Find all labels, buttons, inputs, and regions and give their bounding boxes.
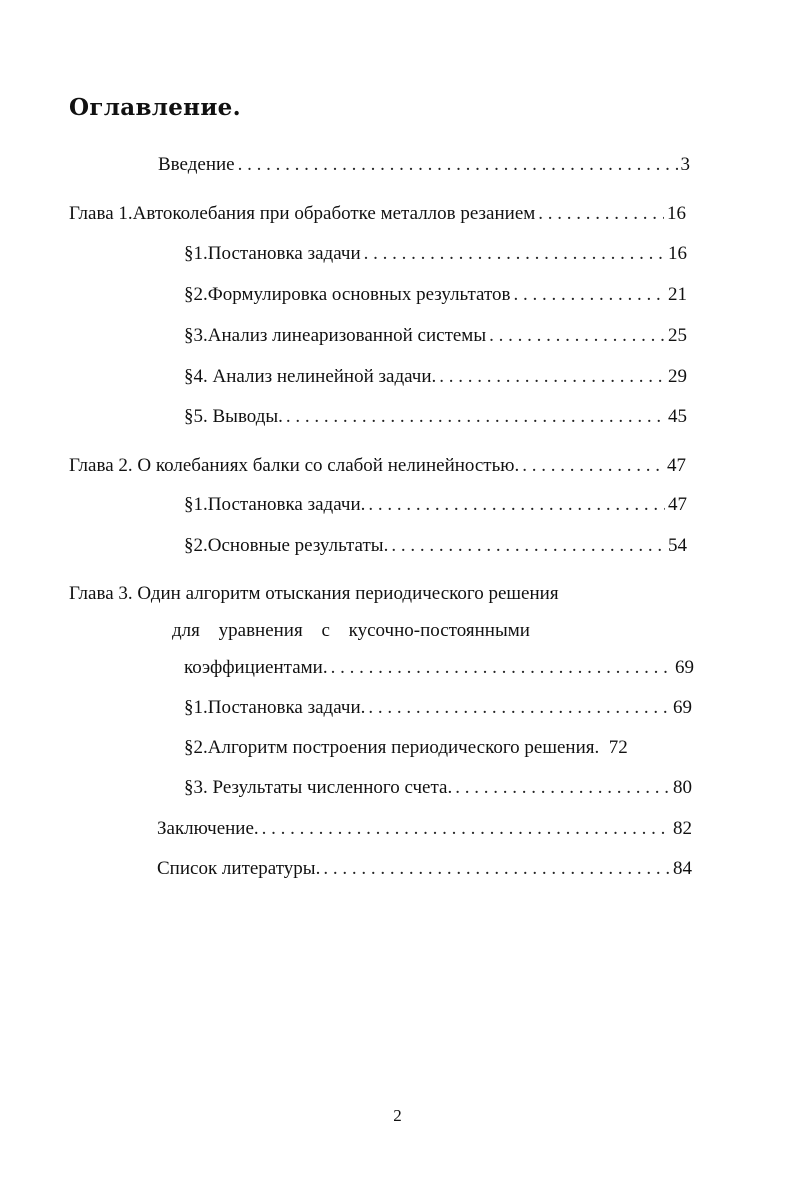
toc-entry-label: §3. Результаты численного счета. bbox=[184, 777, 453, 798]
toc-entry-ch1-sec5[interactable] bbox=[184, 406, 687, 428]
toc-entry-ch3-sec3[interactable] bbox=[184, 777, 692, 799]
toc-leader-dots bbox=[368, 494, 665, 516]
toc-entry-page: 16 bbox=[668, 243, 687, 264]
toc-leader-dots bbox=[238, 154, 678, 176]
toc-entry-page: 45 bbox=[668, 406, 687, 427]
toc-entry-page: 21 bbox=[668, 284, 687, 305]
toc-entry-label: §4. Анализ нелинейной задачи. bbox=[184, 366, 437, 387]
toc-entry-label: §3.Анализ линеаризованной системы bbox=[184, 325, 487, 346]
toc-entry-ch1-sec3[interactable] bbox=[184, 325, 687, 347]
toc-entry-ch2-sec2[interactable] bbox=[184, 535, 687, 557]
toc-entry-label: Список литературы. bbox=[157, 858, 321, 879]
toc-entry-page: 25 bbox=[668, 325, 687, 346]
toc-leader-dots bbox=[391, 535, 665, 557]
toc-entry-page: 84 bbox=[673, 858, 692, 879]
toc-entry-page: 80 bbox=[673, 777, 692, 798]
toc-entry-label: §1.Постановка задачи. bbox=[184, 697, 366, 718]
toc-leader-dots bbox=[286, 406, 665, 428]
toc-entry-page: 69 bbox=[675, 657, 694, 678]
toc-entry-label: Глава 1.Автоколебания при обработке металлов резанием bbox=[69, 203, 536, 224]
toc-entry-ch1-sec4[interactable] bbox=[184, 366, 687, 388]
toc-entry-page: 47 bbox=[668, 494, 687, 515]
toc-entry-intro[interactable] bbox=[158, 154, 690, 176]
toc-entry-label: §2.Алгоритм построения периодического решения. bbox=[184, 737, 600, 758]
toc-entry-references[interactable] bbox=[157, 858, 692, 880]
toc-entry-chapter-3-line1[interactable]: Глава 3. Один алгоритм отыскания периодического решения bbox=[69, 583, 559, 604]
toc-entry-page: 29 bbox=[668, 366, 687, 387]
toc-leader-dots bbox=[522, 455, 664, 477]
toc-entry-page: 69 bbox=[673, 697, 692, 718]
toc-entry-label: Глава 2. О колебаниях балки со слабой нелинейностью. bbox=[69, 455, 520, 476]
toc-entry-label: §1.Постановка задачи bbox=[184, 243, 361, 264]
toc-leader-dots bbox=[262, 818, 670, 840]
toc-entry-ch3-sec2[interactable] bbox=[184, 737, 628, 759]
toc-leader-dots bbox=[538, 203, 664, 225]
toc-entry-ch1-sec1[interactable] bbox=[184, 243, 687, 265]
page-number: 2 bbox=[393, 1106, 402, 1125]
toc-entry-ch3-sec1[interactable] bbox=[184, 697, 692, 719]
toc-leader-dots bbox=[489, 325, 665, 347]
toc-entry-chapter-3[interactable] bbox=[184, 657, 694, 679]
toc-entry-label: §2.Формулировка основных результатов bbox=[184, 284, 511, 305]
toc-entry-label: §2.Основные результаты. bbox=[184, 535, 389, 556]
toc-entry-label: Введение bbox=[158, 154, 235, 175]
toc-entry-ch2-sec1[interactable] bbox=[184, 494, 687, 516]
toc-leader-dots bbox=[368, 697, 670, 719]
toc-entry-page: 16 bbox=[667, 203, 686, 224]
toc-entry-page: 3 bbox=[680, 154, 690, 175]
toc-entry-chapter-1[interactable] bbox=[69, 203, 686, 225]
toc-leader-dots bbox=[514, 284, 666, 306]
toc-entry-label: §1.Постановка задачи. bbox=[184, 494, 366, 515]
toc-entry-label: коэффициентами. bbox=[184, 657, 328, 678]
toc-leader-dots bbox=[323, 858, 670, 880]
toc-entry-chapter-2[interactable] bbox=[69, 455, 686, 477]
toc-leader-dots bbox=[455, 777, 670, 799]
toc-entry-ch1-sec2[interactable] bbox=[184, 284, 687, 306]
toc-entry-page: 82 bbox=[673, 818, 692, 839]
toc-entry-label: §5. Выводы. bbox=[184, 406, 283, 427]
toc-entry-label: Заключение. bbox=[157, 818, 259, 839]
toc-entry-conclusion[interactable] bbox=[157, 818, 692, 840]
toc-leader-dots bbox=[331, 657, 672, 679]
toc-leader-dots bbox=[364, 243, 665, 265]
toc-leader-dots bbox=[439, 366, 665, 388]
toc-entry-page: 47 bbox=[667, 455, 686, 476]
page-title: Оглавление. bbox=[69, 94, 241, 121]
toc-entry-page: 54 bbox=[668, 535, 687, 556]
toc-entry-page: 72 bbox=[608, 737, 628, 758]
toc-entry-chapter-3-line2[interactable]: для уравнения с кусочно-постоянными bbox=[172, 620, 530, 641]
